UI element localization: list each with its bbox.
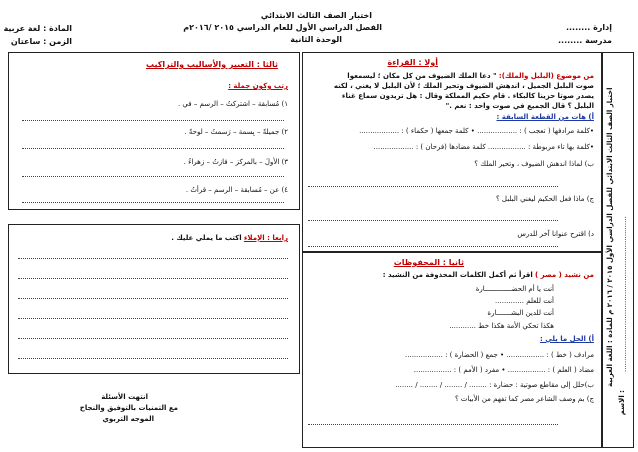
answer-line[interactable] (18, 338, 288, 339)
subject-label: المادة : لغة عربية (3, 24, 72, 33)
reading-q-b: ب) لماذا اندهش الضيوف ، وتحير الملك ؟ (474, 160, 594, 168)
poetry-sub-instruction: أ) الحل ما يلي : (540, 335, 594, 343)
expression-item: ١) مُسابقة – اشتركتُ – الرسم – في . (177, 100, 288, 108)
expression-item: ٤) عن – مُسابقة – الرسم – قرأتُ . (185, 186, 288, 194)
answer-line[interactable] (22, 202, 284, 203)
answer-line[interactable] (22, 120, 284, 121)
poetry-box (302, 252, 602, 448)
verse-line: هكذا تحكي الأمة هكذا خط ............ (449, 322, 554, 330)
answer-line[interactable] (18, 298, 288, 299)
answer-line[interactable] (18, 358, 288, 359)
passage-line-1: " دعا الملك الضيوف من كل مكان ؛ ليسمعوا (347, 72, 497, 80)
verse-line: أنت للعلم ............. (495, 297, 554, 305)
exam-unit: الوحدة الثانية (290, 35, 342, 44)
answer-line[interactable] (18, 258, 288, 259)
answer-line[interactable] (308, 424, 558, 425)
admin-dots: ........ (565, 23, 591, 32)
reading-heading: أولا : القراءة (387, 58, 438, 67)
admin-label: إدارة ........ (565, 23, 612, 32)
side-title: اختبار الصف الثالث الابتدائي للفصل الدراسي الأول ٢٠١٥ / ٢٠١٦ م للمادة : اللغة العربية (606, 87, 614, 387)
expression-item: ٢) جميلةً – بِسمة – رَسمتُ – لوحةً . (184, 128, 288, 136)
exam-term: الفصل الدراسي الأول للعام الدراسي ٢٠١٥ /٢٠١٦م (183, 23, 382, 32)
expression-heading: ثالثا : التعبير والأساليب والتراكيب (145, 60, 278, 69)
answer-line[interactable] (22, 176, 284, 177)
answer-line[interactable] (18, 278, 288, 279)
poetry-intro-label: من نشيد ( مصر ) (534, 271, 594, 279)
verse-line: أنت يا أم الحضـــــــــــــارة (475, 285, 554, 293)
poetry-intro (383, 271, 594, 280)
reading-q1: •كلمة مرادفها ( تعجب ) : .................. • كلمة جمعها ( حكماء ) : .................. (359, 127, 594, 135)
dictation-instruction: اكتب ما يملي عليك . (171, 234, 242, 242)
poetry-item-4: ج) بم وصف الشاعر مصر كما تفهم من الأبيات ؟ (454, 395, 594, 403)
dictation-header (171, 234, 288, 243)
poetry-item-3: ب)حلل إلى مقاطع صوتية : حضارة : ........ / ........ / ........ / ........ (395, 381, 594, 389)
answer-line[interactable] (18, 318, 288, 319)
verse-line: أنت للدين البشـــــــارة (487, 309, 554, 317)
school-label: مدرسة ........ (557, 36, 612, 45)
poetry-item-1: مرادف ( خط ) : ................. • جمع ( الحضارة ) : ................. (405, 351, 594, 359)
reading-topic (347, 72, 594, 81)
side-name-label: الاسم : (618, 390, 626, 416)
dictation-heading: رابعا : الإملاء (243, 234, 288, 242)
footer-wishes: مع التمنيات بالتوفيق والنجاح (79, 404, 178, 412)
answer-line[interactable] (308, 220, 558, 221)
side-name-dots: ...................................................................... (620, 216, 628, 372)
exam-title: اختبار الصف الثالث الابتدائي (260, 11, 372, 20)
reading-q-c: ج) ماذا فعل الحكيم ليغني البلبل ؟ (495, 195, 594, 203)
answer-line[interactable] (308, 186, 558, 187)
poetry-item-2: مضاد ( العلم ) : ................. • مفرد ( الأمم ) : ................. (413, 366, 594, 374)
time-label: الزمن : ساعتان (10, 37, 72, 46)
reading-q2: •كلمة بها تاء مربوطة : ................. كلمة مضادها (فرحان ) : .................. (373, 143, 594, 151)
poetry-heading: ثانيا : المحفوظات (393, 258, 464, 267)
reading-instruction: أ) هات من القطعة السابقة : (496, 113, 594, 121)
footer-end: انتهت الأسئلة (101, 393, 148, 401)
school-dots: ........ (557, 36, 583, 45)
passage-line-2: صوت البلبل الجميل ، اندهش الضيوف وتحير الملك ؛ لأن البلبل لا يغني ، لكنه (333, 82, 594, 90)
footer-supervisor: الموجه التربوي (102, 415, 154, 423)
poetry-intro-text: اقرأ ثم أكمل الكلمات المحذوفة من النشيد : (382, 271, 533, 279)
passage-line-3: يصدر صوتا حزينا كالبكاء . قام حكيم المملكة وقال : هل تريدون سماع غناء (341, 92, 594, 100)
reading-topic-label: من موضوع (البلبل والملك): (498, 72, 594, 80)
answer-line[interactable] (308, 246, 558, 247)
exam-sheet (2, 2, 634, 448)
expression-item: ٣) الأولَ – بالمركز – فازتُ – زهراءُ . (183, 158, 288, 166)
answer-line[interactable] (22, 148, 284, 149)
reading-q-d: د) اقترح عنوانا آخر للدرس (517, 230, 594, 238)
dictation-box (8, 224, 300, 374)
expression-instruction: رتب وكون جملة : (228, 82, 288, 90)
passage-line-4: البلبل ؟ قال الجميع في صوت واحد : نعم ." (445, 102, 594, 110)
